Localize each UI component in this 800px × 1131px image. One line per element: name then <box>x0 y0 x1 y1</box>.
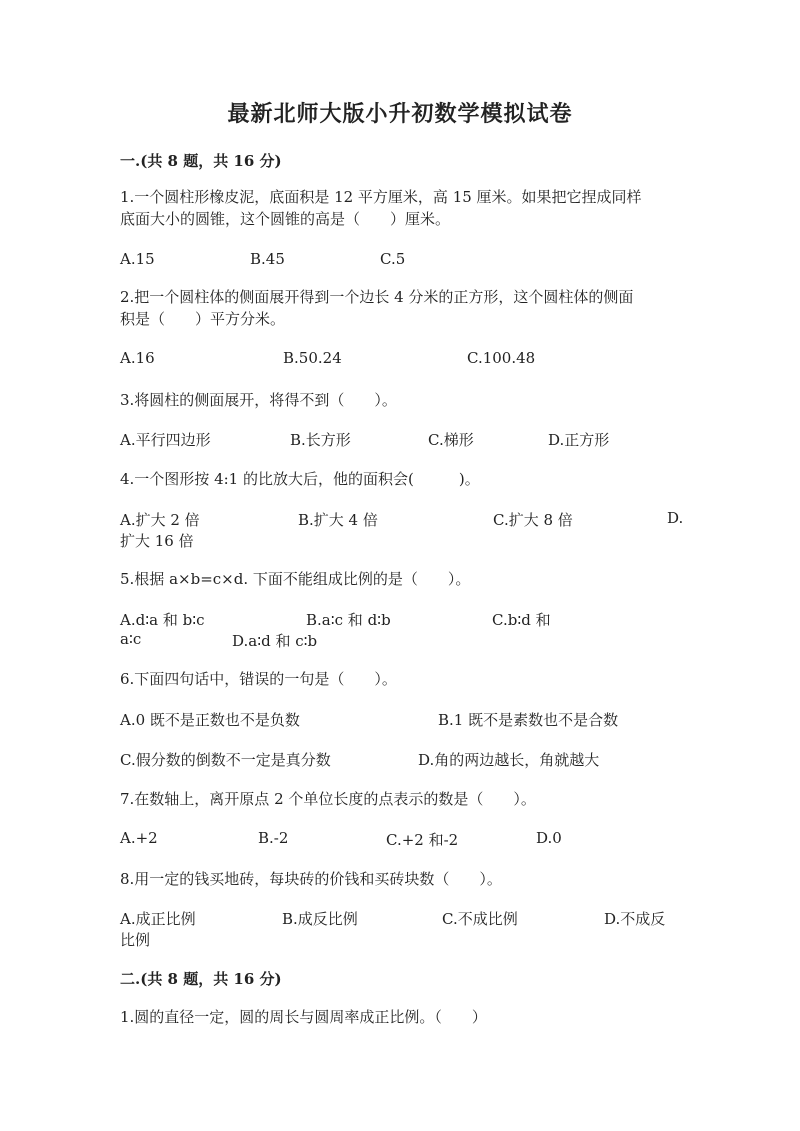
q6-option-b: B.1 既不是素数也不是合数 <box>438 711 619 729</box>
q2-option-b: B.50.24 <box>283 349 342 367</box>
q3-option-b: B.长方形 <box>290 431 351 449</box>
section-heading-2: 二.(共 8 题，共 16 分) <box>120 970 282 988</box>
q6-option-c: C.假分数的倒数不一定是真分数 <box>120 751 331 769</box>
q3-option-c: C.梯形 <box>428 431 474 449</box>
page-title: 最新北师大版小升初数学模拟试卷 <box>227 101 573 127</box>
question-5: 5.根据 a×b=c×d. 下面不能组成比例的是（ ）。 <box>120 570 471 588</box>
q5-option-d: D.a∶d 和 c∶b <box>232 632 318 650</box>
q5-option-a: A.d∶a 和 b∶c <box>120 611 205 629</box>
question-1-line-1: 1.一个圆柱形橡皮泥，底面积是 12 平方厘米，高 15 厘米。如果把它捏成同样 <box>120 188 642 206</box>
q2-option-c: C.100.48 <box>467 349 536 367</box>
question-1-line-2: 底面大小的圆锥，这个圆锥的高是（ ）厘米。 <box>120 210 451 228</box>
q5-option-c: C.b∶d 和 <box>492 611 551 629</box>
q7-option-c: C.+2 和-2 <box>386 831 459 849</box>
question-8: 8.用一定的钱买地砖，每块砖的价钱和买砖块数（ ）。 <box>120 870 502 888</box>
question-2-line-2: 积是（ ）平方分米。 <box>120 310 286 328</box>
question-6: 6.下面四句话中，错误的一句是（ ）。 <box>120 670 397 688</box>
q8-option-b: B.成反比例 <box>282 910 358 928</box>
q3-option-d: D.正方形 <box>548 431 610 449</box>
q1-option-a: A.15 <box>120 250 155 268</box>
question-3: 3.将圆柱的侧面展开，将得不到（ ）。 <box>120 391 397 409</box>
question-1 <box>120 186 680 230</box>
q5-option-b: B.a∶c 和 d∶b <box>306 611 391 629</box>
q4-option-c: C.扩大 8 倍 <box>493 511 573 529</box>
q7-option-a: A.+2 <box>120 829 158 847</box>
q7-option-d: D.0 <box>536 829 562 847</box>
q5-option-c-continued: a∶c <box>120 630 142 648</box>
q6-option-a: A.0 既不是正数也不是负数 <box>120 711 300 729</box>
q4-option-a: A.扩大 2 倍 <box>120 511 200 529</box>
q8-option-c: C.不成比例 <box>442 910 518 928</box>
q1-option-c: C.5 <box>380 250 406 268</box>
section-heading-1: 一.(共 8 题，共 16 分) <box>120 152 282 170</box>
question-2 <box>120 286 680 330</box>
question-2-line-1: 2.把一个圆柱体的侧面展开得到一个边长 4 分米的正方形，这个圆柱体的侧面 <box>120 288 634 306</box>
q1-option-b: B.45 <box>250 250 285 268</box>
q8-option-a: A.成正比例 <box>120 910 196 928</box>
q4-option-b: B.扩大 4 倍 <box>298 511 378 529</box>
q4-option-d: D. <box>667 509 684 527</box>
q8-option-d: D.不成反 <box>604 910 666 928</box>
question-7: 7.在数轴上，离开原点 2 个单位长度的点表示的数是（ ）。 <box>120 790 536 808</box>
q3-option-a: A.平行四边形 <box>120 431 211 449</box>
q4-option-d-continued: 扩大 16 倍 <box>120 532 194 550</box>
q8-option-d-continued: 比例 <box>120 931 151 949</box>
q2-option-a: A.16 <box>120 349 155 367</box>
q7-option-b: B.-2 <box>258 829 289 847</box>
q6-option-d: D.角的两边越长，角就越大 <box>418 751 600 769</box>
section-2-question-1: 1.圆的直径一定，圆的周长与圆周率成正比例。（ ） <box>120 1008 487 1026</box>
question-4: 4.一个图形按 4:1 的比放大后，他的面积会( )。 <box>120 470 480 488</box>
